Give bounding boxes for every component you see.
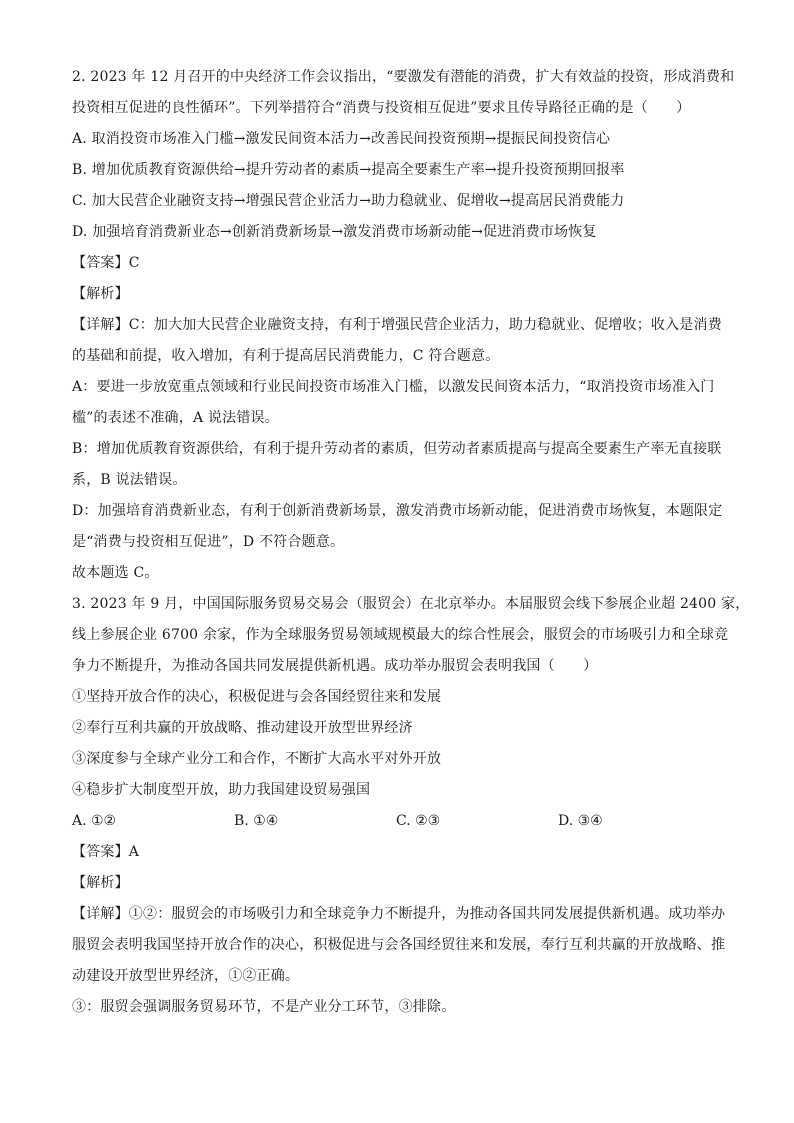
answer-label: 【答案】C (72, 255, 140, 271)
detail-line: 槛”的表述不准确，A 说法错误。 (72, 410, 279, 426)
detail-line: 服贸会表明我国坚持开放合作的决心，积极促进与会各国经贸往来和发展，奉行互利共赢的开放战略、推 (72, 937, 726, 953)
option-d: D. 加强培育消费新业态→创新消费新场景→激发消费市场新动能→促进消费市场恢复 (72, 224, 597, 240)
statement-3: ③深度参与全球产业分工和合作，不断扩大高水平对外开放 (72, 751, 442, 767)
question-stem-line: 2. 2023 年 12 月召开的中央经济工作会议指出，“要激发有潜能的消费，扩大有效益的投资，形成消费和 (72, 69, 735, 85)
choice-b: B. ①④ (234, 813, 279, 829)
option-a: A. 取消投资市场准入门槛→激发民间资本活力→改善民间投资预期→提振民间投资信心 (72, 131, 611, 147)
question-2 (72, 62, 735, 589)
statement-4: ④稳步扩大制度型开放，助力我国建设贸易强国 (72, 782, 371, 798)
choice-a: A. ①② (72, 813, 117, 829)
detail-line: B：增加优质教育资源供给，有利于提升劳动者的素质，但劳动者素质提高与提高全要素生产率无直接联 (72, 441, 722, 457)
option-b: B. 增加优质教育资源供给→提升劳动者的素质→提高全要素生产率→提升投资预期回报率 (72, 162, 625, 178)
statement-2: ②奉行互利共赢的开放战略、推动建设开放型世界经济 (72, 720, 413, 736)
analysis-label: 【解析】 (72, 875, 129, 891)
question-stem-line: 3. 2023 年 9 月，中国国际服务贸易交易会（服贸会）在北京举办。本届服贸会线下参展企业超 2400 家， (72, 596, 750, 612)
question-stem-line: 线上参展企业 6700 余家，作为全球服务贸易领域规模最大的综合性展会，服贸会的市场吸引力和全球竞 (72, 627, 729, 643)
detail-line: ③：服贸会强调服务贸易环节，不是产业分工环节，③排除。 (72, 999, 456, 1015)
detail-line: A：要进一步放宽重点领域和行业民间投资市场准入门槛，以激发民间资本活力，“取消投资市场准入门 (72, 379, 715, 395)
detail-line: 动建设开放型世界经济，①②正确。 (72, 968, 300, 984)
choice-c: C. ②③ (396, 813, 441, 829)
question-3 (72, 589, 750, 1023)
detail-line: 【详解】C：加大加大民营企业融资支持，有利于增强民营企业活力，助力稳就业、促增收；收入是消费 (72, 317, 722, 333)
detail-line: 【详解】①②：服贸会的市场吸引力和全球竞争力不断提升，为推动各国共同发展提供新机遇。成功举办 (72, 906, 726, 922)
statement-1: ①坚持开放合作的决心，积极促进与会各国经贸往来和发展 (72, 689, 442, 705)
conclusion-line: 故本题选 C。 (72, 565, 159, 581)
analysis-label: 【解析】 (72, 286, 129, 302)
answer-label: 【答案】A (72, 844, 140, 860)
detail-line: 系，B 说法错误。 (72, 472, 187, 488)
detail-line: D：加强培育消费新业态，有利于创新消费新场景，激发消费市场新动能，促进消费市场恢复，本题限定 (72, 503, 723, 519)
choice-row (72, 806, 724, 837)
question-stem-line: 争力不断提升，为推动各国共同发展提供新机遇。成功举办服贸会表明我国（ ） (72, 658, 598, 674)
document-page (72, 62, 750, 1023)
choice-d: D. ③④ (558, 813, 603, 829)
option-c: C. 加大民营企业融资支持→增强民营企业活力→助力稳就业、促增收→提高居民消费能力 (72, 193, 625, 209)
detail-line: 是“消费与投资相互促进”，D 不符合题意。 (72, 534, 345, 550)
question-stem-line: 投资相互促进的良性循环”。下列举措符合“消费与投资相互促进”要求且传导路径正确的是（ ） (72, 100, 691, 116)
detail-line: 的基础和前提，收入增加，有利于提高居民消费能力，C 符合题意。 (72, 348, 500, 364)
